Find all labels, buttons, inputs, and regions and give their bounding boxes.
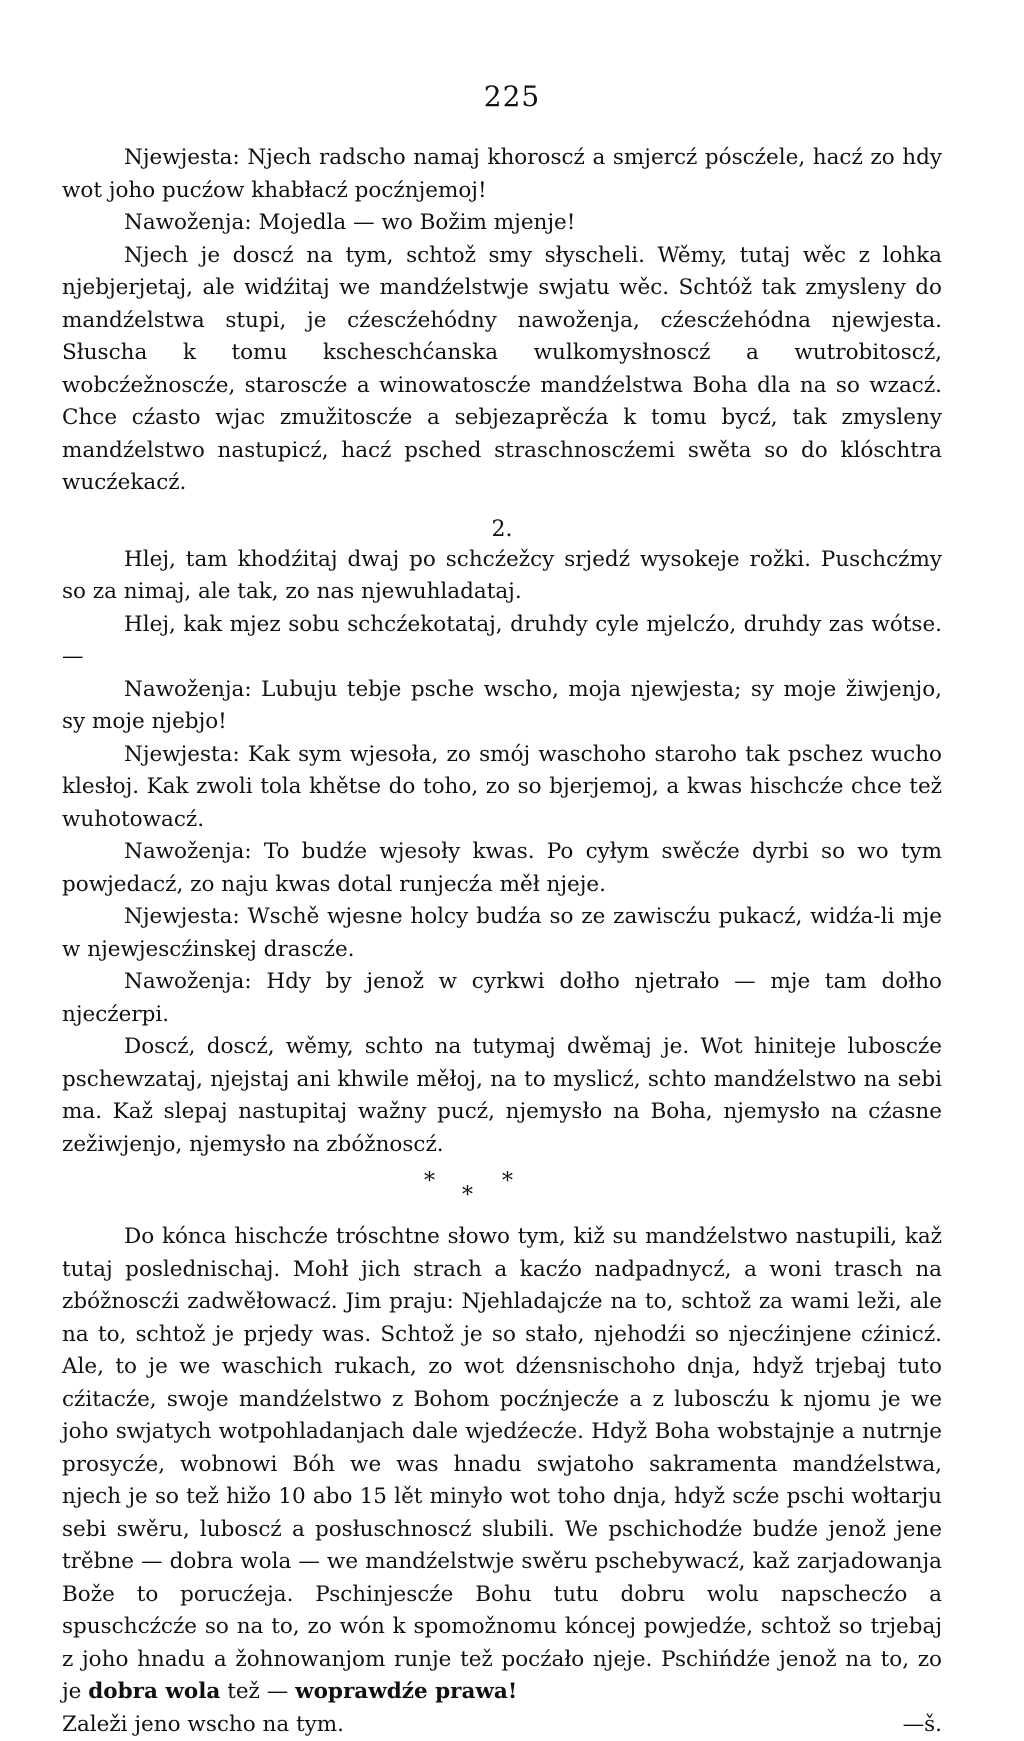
asterisk: * (424, 1171, 435, 1193)
emphasis-truly-right: woprawdźe prawa! (295, 1679, 517, 1704)
asterisk: * (502, 1171, 513, 1193)
paragraph: Njech je doscź na tym, schtož smy słyscheli. Wěmy, tutaj wěc z lohka njebjerjetaj, ale widźitaj we mandźelstwje swjatu wěc. Schtóž tak zmysleny do mandźelstwa stupi, je cźescźehódny nawoženja, cźescźehódna njewjesta. Słuscha k tomu kscheschćanska wulkomysłnoscź a wutrobitoscź, wobcźežnoscźe, staroscźe a winowatoscźe mandźelstwa Boha dla na so wzacź. Chce cźasto wjac zmužitoscźe a sebjezaprěcźa k tomu bycź, tak zmysleny mandźelstwo nastupicź, hacź psched straschnoscźemi swěta so do klóschtra wucźekacź. (62, 240, 942, 500)
paragraph: Nawoženja: To budźe wjesoły kwas. Po cyłym swěcźe dyrbi so wo tym powjedacź, zo naju kwas dotal runjecźa měł njeje. (62, 836, 942, 901)
author-signature: —š. (903, 1709, 942, 1741)
closing-paragraph (62, 1221, 942, 1709)
paragraph-text: Do kónca hischcźe tróschtne słowo tym, kiž su mandźelstwo nastupili, kaž tutaj poslednischaj. Mohł jich strach a kacźo nadpadnycź, a woni trasch na zbóžnoscźi zadwěłowacź. Jim praju: Njehladajcźe na to, schtož za wami leži, ale na to, schtož je prjedy was. Schtož je so stało, njehodźi so njecźinjene cźinicź. Ale, to je we waschich rukach, zo wot dźensnischoho dnja, hdyž trjebaj tuto cźitacźe, swoje mandźelstwo z Bohom pocźnjecźe a z luboscźu k njomu je we joho swjatych wotpohladanjach dale wjedźecźe. Hdyž Boha wobstajnje a nutrnje prosycźe, wobnowi Bóh we was hnadu swjatoho sakramenta mandźelstwa, njech je so tež hižo 10 abo 15 lět minyło wot toho dnja, hdyž scźe pschi wołtarju sebi swěru, luboscź a posłuschnoscź slubili. We pschichodźe budźe jenož jene trěbne — dobra wola — we mandźelstwje swěru pschebywacź, kaž zarjadowanja Bože to porucźeja. Pschinjescźe Bohu tutu dobru wolu napschecźo a spuschcźcźe so na to, zo wón k spomožnomu kóncej powjedźe, schtož so trjebaj z joho hnadu a žohnowanjom runje tež pocźało njeje. Pschińdźe jenož na to, zo je (62, 1224, 942, 1704)
paragraph-text-mid: tež — (227, 1679, 288, 1704)
paragraph: Nawoženja: Hdy by jenož w cyrkwi dołho njetrało — mje tam dołho njecźerpi. (62, 966, 942, 1031)
paragraph: Nawoženja: Mojedla — wo Božim mjenje! (62, 207, 942, 240)
paragraph: Njewjesta: Kak sym wjesoła, zo smój waschoho staroho tak pschez wucho klesłoj. Kak zwoli tola khětse do toho, zo so bjerjemoj, a kwas hischcźe chce tež wuhotowacź. (62, 739, 942, 837)
paragraph: Doscź, doscź, wěmy, schto na tutymaj dwěmaj je. Wot hiniteje luboscźe pschewzataj, njejstaj ani khwile měłoj, na to myslicź, schto mandźelstwo na sebi ma. Kaž slepaj nastupitaj wažny pucź, njemysło na Boha, njemysło na cźasne zežiwjenjo, njemysło na zbóžnoscź. (62, 1031, 942, 1161)
page-number: 225 (0, 80, 1024, 113)
asterism-divider (62, 1171, 942, 1205)
emphasis-good-will: dobra wola (88, 1679, 220, 1704)
paragraph: Hlej, tam khodźitaj dwaj po schcźežcy srjedź wysokeje rožki. Puschcźmy so za nimaj, ale tak, zo nas njewuhladataj. (62, 544, 942, 609)
final-line-row (62, 1709, 942, 1741)
paragraph: Hlej, kak mjez sobu schcźekotataj, druhdy cyle mjelcźo, druhdy zas wótse. — (62, 609, 942, 674)
paragraph: Njewjesta: Wschě wjesne holcy budźa so ze zawiscźu pukacź, widźa-li mje w njewjescźinskej drascźe. (62, 901, 942, 966)
body-text (62, 142, 942, 1741)
asterisk: * (462, 1185, 473, 1207)
section-number: 2. (62, 516, 942, 544)
paragraph: Nawoženja: Lubuju tebje psche wscho, moja njewjesta; sy moje žiwjenjo, sy moje njebjo! (62, 674, 942, 739)
paragraph: Njewjesta: Njech radscho namaj khoroscź a smjercź póscźele, hacź zo hdy wot joho pucźow khabłacź pocźnjemoj! (62, 142, 942, 207)
final-line: Zaleži jeno wscho na tym. (62, 1712, 344, 1737)
